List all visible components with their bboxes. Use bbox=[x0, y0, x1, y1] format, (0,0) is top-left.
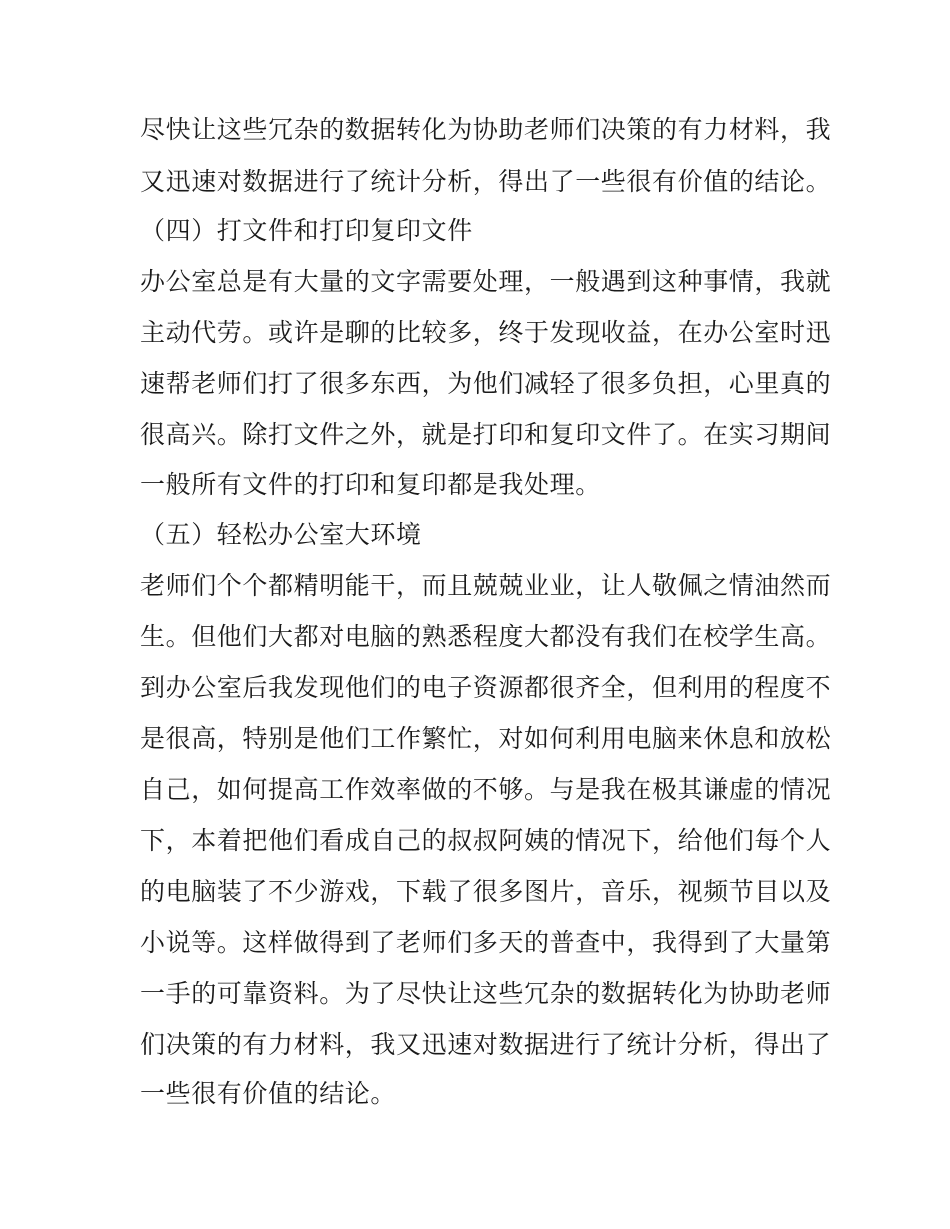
paragraph-line: 到办公室后我发现他们的电子资源都很齐全，但利用的程度不 bbox=[140, 673, 832, 702]
section-heading: （四）打文件和打印复印文件 bbox=[140, 216, 473, 245]
paragraph-line: 速帮老师们打了很多东西，为他们减轻了很多负担，心里真的 bbox=[140, 369, 832, 398]
paragraph-line: 的电脑装了不少游戏，下载了很多图片，音乐，视频节目以及 bbox=[140, 877, 832, 906]
paragraph-line: 一手的可靠资料。为了尽快让这些冗杂的数据转化为协助老师 bbox=[140, 979, 832, 1008]
paragraph-line: 一般所有文件的打印和复印都是我处理。 bbox=[140, 470, 601, 499]
paragraph-line: 们决策的有力材料，我又迅速对数据进行了统计分析，得出了 bbox=[140, 1030, 832, 1059]
paragraph-line: 生。但他们大都对电脑的熟悉程度大都没有我们在校学生高。 bbox=[140, 622, 832, 651]
paragraph-line: 主动代劳。或许是聊的比较多，终于发现收益，在办公室时迅 bbox=[140, 318, 832, 347]
section-heading: （五）轻松办公室大环境 bbox=[140, 520, 422, 549]
paragraph-line: 老师们个个都精明能干，而且兢兢业业，让人敬佩之情油然而 bbox=[140, 571, 832, 600]
paragraph-line: 是很高，特别是他们工作繁忙，对如何利用电脑来休息和放松 bbox=[140, 724, 832, 753]
paragraph-line: 下，本着把他们看成自己的叔叔阿姨的情况下，给他们每个人 bbox=[140, 826, 832, 855]
paragraph-line: 很高兴。除打文件之外，就是打印和复印文件了。在实习期间 bbox=[140, 420, 832, 449]
paragraph-line: 办公室总是有大量的文字需要处理，一般遇到这种事情，我就 bbox=[140, 267, 832, 296]
paragraph-line: 一些很有价值的结论。 bbox=[140, 1079, 397, 1108]
paragraph-line: 小说等。这样做得到了老师们多天的普查中，我得到了大量第 bbox=[140, 928, 832, 957]
paragraph-line: 尽快让这些冗杂的数据转化为协助老师们决策的有力材料，我 bbox=[140, 115, 832, 144]
paragraph-line: 自己，如何提高工作效率做的不够。与是我在极其谦虚的情况 bbox=[140, 775, 832, 804]
paragraph-line: 又迅速对数据进行了统计分析，得出了一些很有价值的结论。 bbox=[140, 167, 832, 196]
